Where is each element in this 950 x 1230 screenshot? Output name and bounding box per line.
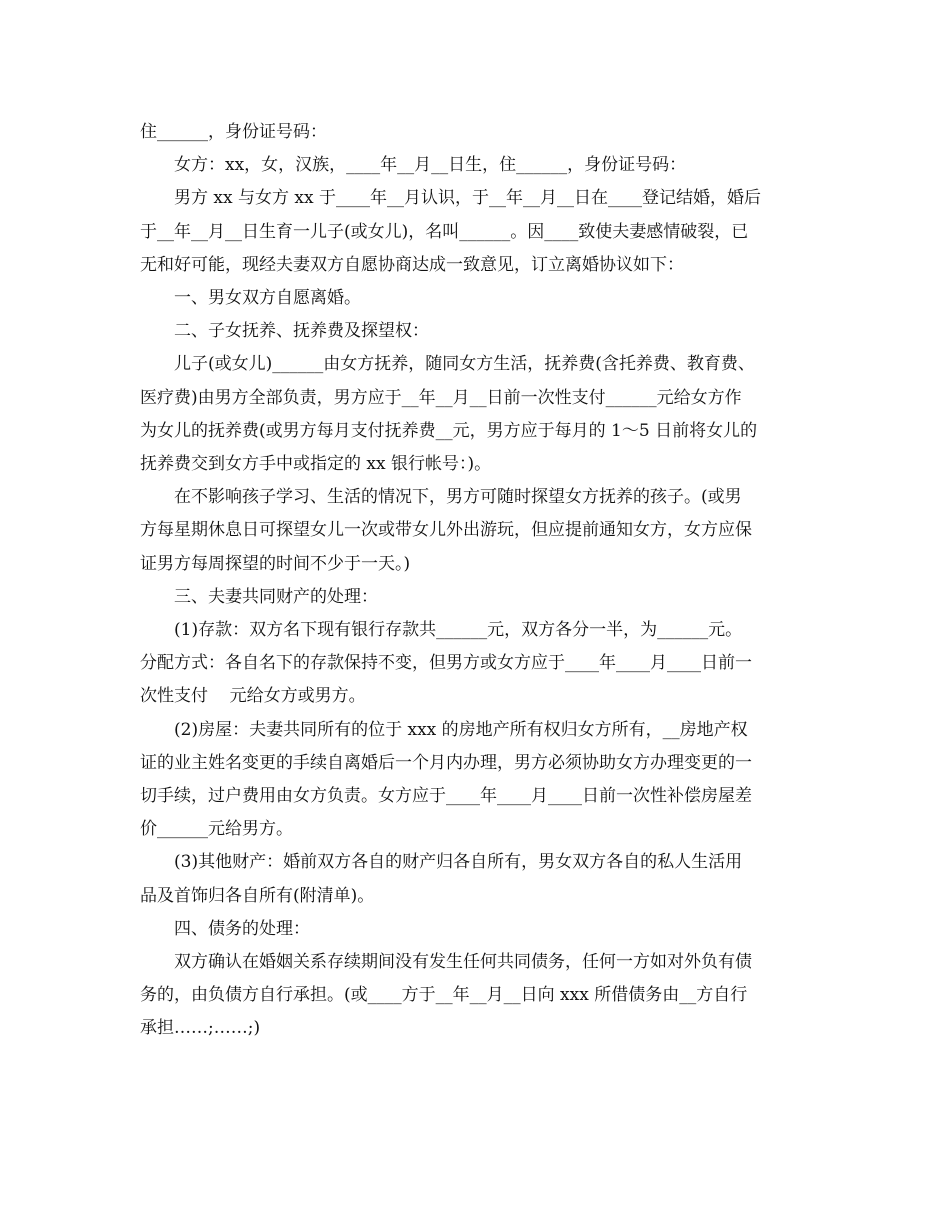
text-line: 证的业主姓名变更的手续自离婚后一个月内办理，男方必须协助女方办理变更的一	[140, 752, 752, 773]
section-heading: 四、债务的处理：	[174, 918, 310, 939]
text-line: 医疗费)由男方全部负责，男方应于__年__月__日前一次性支付______元给女方作	[140, 387, 742, 408]
text-line: (2)房屋：夫妻共同所有的位于 xxx 的房地产所有权归女方所有，__房地产权	[174, 719, 748, 740]
text-line: 为女儿的抚养费(或男方每月支付抚养费__元，男方应于每月的 1～5 日前将女儿的	[140, 420, 758, 441]
section-heading: 一、男女双方自愿离婚。	[174, 288, 361, 309]
text-line: 儿子(或女儿)______由女方抚养，随同女方生活，抚养费(含托养费、教育费、	[174, 354, 755, 375]
text-line: 证男方每周探望的时间不少于一天。)	[140, 553, 411, 574]
text-line: 住______，身份证号码：	[140, 122, 327, 142]
text-line: 男方 xx 与女方 xx 于____年__月认识，于__年__月__日在____登记结婚，婚后	[174, 188, 761, 209]
text-line: 无和好可能，现经夫妻双方自愿协商达成一致意见，订立离婚协议如下：	[140, 254, 684, 275]
text-line: 于__年__月__日生育一儿子(或女儿)，名叫______。因____致使夫妻感情破裂，已	[140, 221, 749, 242]
text-line: 方每星期休息日可探望女儿一次或带女儿外出游玩，但应提前通知女方，女方应保	[140, 520, 752, 541]
text-line: 务的，由负债方自行承担。(或____方于__年__月__日向 xxx 所借债务由__方自行	[140, 985, 748, 1006]
text-line: 品及首饰归各自所有(附清单)。	[140, 885, 375, 906]
text-line: 在不影响孩子学习、生活的情况下，男方可随时探望女方抚养的孩子。(或男	[174, 487, 742, 508]
text-line: 承担……;……;)	[140, 1018, 261, 1039]
text-line: 抚养费交到女方手中或指定的 xx 银行帐号：)。	[140, 454, 492, 475]
document-body	[140, 116, 812, 1046]
text-line: (3)其他财产：婚前双方各自的财产归各自所有，男女双方各自的私人生活用	[174, 852, 743, 873]
text-line: (1)存款：双方名下现有银行存款共______元，双方各分一半，为______元。	[174, 620, 743, 641]
section-heading: 二、子女抚养、抚养费及探望权：	[174, 321, 429, 342]
text-line: 切手续，过户费用由女方负责。女方应于____年____月____日前一次性补偿房屋差	[140, 786, 752, 807]
text-line: 双方确认在婚姻关系存续期间没有发生任何共同债务，任何一方如对外负有债	[174, 952, 752, 973]
text-line: 价______元给男方。	[140, 819, 293, 840]
text-line: 女方：xx，女，汉族，____年__月__日生，住______，身份证号码：	[174, 155, 687, 176]
text-line: 分配方式：各自名下的存款保持不变，但男方或女方应于____年____月____日前一	[140, 653, 752, 674]
text-line: 次性支付 元给女方或男方。	[140, 686, 366, 707]
section-heading: 三、夫妻共同财产的处理：	[174, 586, 378, 607]
